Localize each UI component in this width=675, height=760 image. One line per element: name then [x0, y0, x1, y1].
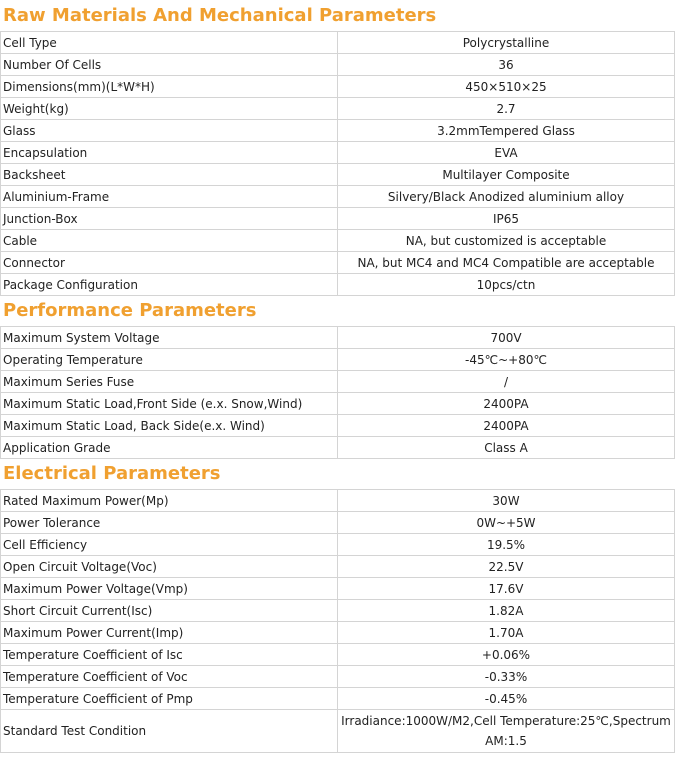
row-value: Polycrystalline — [338, 32, 675, 54]
row-label: Encapsulation — [1, 142, 338, 164]
row-label: Temperature Coefficient of Pmp — [1, 688, 338, 710]
table-row — [1, 415, 675, 437]
table-row — [1, 274, 675, 296]
table-row — [1, 622, 675, 644]
row-label: Connector — [1, 252, 338, 274]
table-row — [1, 252, 675, 274]
row-label: Rated Maximum Power(Mp) — [1, 490, 338, 512]
row-label: Number Of Cells — [1, 54, 338, 76]
section-title: Electrical Parameters — [1, 459, 675, 490]
row-value: -0.33% — [338, 666, 675, 688]
table-row — [1, 54, 675, 76]
table-row — [1, 600, 675, 622]
row-label: Aluminium-Frame — [1, 186, 338, 208]
row-value: 700V — [338, 327, 675, 349]
row-label: Maximum Power Voltage(Vmp) — [1, 578, 338, 600]
row-label: Maximum Static Load, Back Side(e.x. Wind) — [1, 415, 338, 437]
row-value: NA, but customized is acceptable — [338, 230, 675, 252]
table-row — [1, 120, 675, 142]
table-row — [1, 688, 675, 710]
row-value: Class A — [338, 437, 675, 459]
row-value: NA, but MC4 and MC4 Compatible are acceptable — [338, 252, 675, 274]
table-row — [1, 556, 675, 578]
row-value: 2400PA — [338, 415, 675, 437]
table-row — [1, 76, 675, 98]
row-value: 450×510×25 — [338, 76, 675, 98]
table-row — [1, 578, 675, 600]
table-row — [1, 98, 675, 120]
row-value: -0.45% — [338, 688, 675, 710]
row-label: Short Circuit Current(Isc) — [1, 600, 338, 622]
table-row — [1, 644, 675, 666]
row-label: Dimensions(mm)(L*W*H) — [1, 76, 338, 98]
table-row — [1, 230, 675, 252]
row-value: +0.06% — [338, 644, 675, 666]
row-value: EVA — [338, 142, 675, 164]
row-value: 2.7 — [338, 98, 675, 120]
row-label: Maximum Series Fuse — [1, 371, 338, 393]
table-row — [1, 327, 675, 349]
table-row — [1, 142, 675, 164]
row-value: 0W~+5W — [338, 512, 675, 534]
table-row — [1, 208, 675, 230]
row-label: Maximum Power Current(Imp) — [1, 622, 338, 644]
row-label: Weight(kg) — [1, 98, 338, 120]
table-row — [1, 512, 675, 534]
row-value: -45℃~+80℃ — [338, 349, 675, 371]
table-row — [1, 371, 675, 393]
row-value: 19.5% — [338, 534, 675, 556]
row-value: 36 — [338, 54, 675, 76]
row-value: 1.70A — [338, 622, 675, 644]
row-label: Temperature Coefficient of Voc — [1, 666, 338, 688]
section-title: Raw Materials And Mechanical Parameters — [1, 1, 675, 32]
row-value: 1.82A — [338, 600, 675, 622]
row-value: 2400PA — [338, 393, 675, 415]
table-row — [1, 490, 675, 512]
row-value: / — [338, 371, 675, 393]
row-label: Junction-Box — [1, 208, 338, 230]
row-value: Irradiance:1000W/M2,Cell Temperature:25℃,Spectrum AM:1.5 — [338, 710, 675, 753]
table-row — [1, 534, 675, 556]
table-row — [1, 32, 675, 54]
row-value: Multilayer Composite — [338, 164, 675, 186]
section-header-raw-materials — [1, 1, 675, 32]
table-row — [1, 666, 675, 688]
row-label: Application Grade — [1, 437, 338, 459]
row-value: 10pcs/ctn — [338, 274, 675, 296]
row-label: Glass — [1, 120, 338, 142]
row-label: Power Tolerance — [1, 512, 338, 534]
row-label: Open Circuit Voltage(Voc) — [1, 556, 338, 578]
row-label: Backsheet — [1, 164, 338, 186]
row-label: Maximum Static Load,Front Side (e.x. Snow,Wind) — [1, 393, 338, 415]
row-label: Cell Efficiency — [1, 534, 338, 556]
table-row — [1, 393, 675, 415]
row-value: 22.5V — [338, 556, 675, 578]
row-value: Silvery/Black Anodized aluminium alloy — [338, 186, 675, 208]
table-row — [1, 164, 675, 186]
row-label: Maximum System Voltage — [1, 327, 338, 349]
row-label: Cable — [1, 230, 338, 252]
table-row — [1, 349, 675, 371]
section-header-electrical — [1, 459, 675, 490]
table-row — [1, 710, 675, 753]
row-value: 17.6V — [338, 578, 675, 600]
row-label: Standard Test Condition — [1, 710, 338, 753]
table-row — [1, 437, 675, 459]
row-label: Temperature Coefficient of Isc — [1, 644, 338, 666]
table-row — [1, 186, 675, 208]
section-header-performance — [1, 296, 675, 327]
row-value: 30W — [338, 490, 675, 512]
row-label: Package Configuration — [1, 274, 338, 296]
row-value: IP65 — [338, 208, 675, 230]
row-label: Operating Temperature — [1, 349, 338, 371]
row-label: Cell Type — [1, 32, 338, 54]
section-title: Performance Parameters — [1, 296, 675, 327]
row-value: 3.2mmTempered Glass — [338, 120, 675, 142]
